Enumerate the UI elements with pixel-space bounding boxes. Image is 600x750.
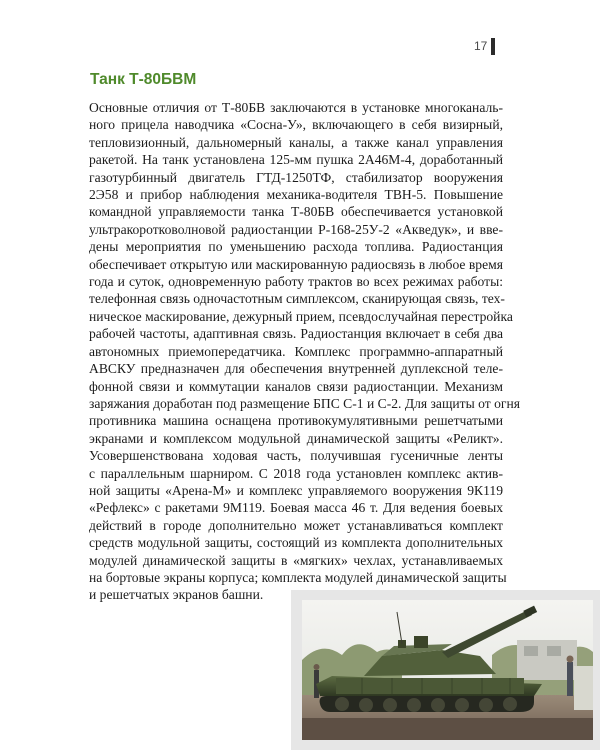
text-line: Основные отличия от Т-80БВ заключаются в установке многоканаль- [89, 100, 503, 115]
text-line: ническое маскирование, дежурный прием, псевдослучайная перестройка [89, 308, 513, 324]
text-line: 2Э58 и прибор наблюдения механика-водителя ТВН-5. Повышение [89, 187, 503, 203]
text-line: телефонная связь одночастотным симплексом, сканирующая связь, тех- [89, 291, 505, 307]
text-line: средств модульной защиты, состоящий из комплекта дополнительных [89, 535, 503, 551]
text-line: года и суток, одновременную работу трактов во всех режимах работы: [89, 274, 503, 290]
text-line: дены мероприятия по уменьшению расхода топлива. Радиостанция [89, 239, 503, 255]
text-line: на бортовые экраны корпуса; комплекта модулей динамической защиты [89, 569, 507, 585]
text-line: действий в городе дополнительно может устанавливаться комплект [89, 517, 503, 533]
tank-photo [302, 600, 593, 740]
photo-frame [291, 590, 600, 750]
text-line: «Рефлекс» с ракетами 9М119. Боевая масса 46 т. Для ведения боевых [89, 500, 503, 516]
text-line: газотурбинный двигатель ГТД-1250ТФ, стабилизатор вооружения [89, 169, 503, 185]
text-line: ной защиты «Арена-М» и комплекс управляемого вооружения 9К119 [89, 482, 503, 498]
text-line: тепловизионный, дальномерный каналы, а также канал управления [89, 134, 503, 150]
text-line: автономных приемопередатчика. Комплекс программно-аппаратный [89, 343, 503, 359]
text-line: рабочей частоты, адаптивная связь. Радиостанция включает в себя два [89, 326, 503, 342]
text-line: ного прицела наводчика «Сосна-У», включающего в себя визирный, [89, 117, 503, 133]
text-line: с параллельным шарниром. С 2018 года установлен комплекс актив- [89, 465, 503, 481]
text-line: ультракоротковолновой радиостанции Р-168-25У-2 «Акведук», и вве- [89, 221, 503, 237]
section-heading: Танк Т-80БВМ [90, 71, 197, 88]
text-line: Усовершенствована ходовая часть, получившая гусеничные ленты [89, 448, 503, 464]
page-number: 17 [474, 39, 488, 53]
text-line: АВСКУ предназначен для обеспечения внутренней дуплексной теле- [89, 361, 503, 377]
text-line: и решетчатых экранов башни. [89, 587, 264, 603]
text-line: фонной связи и коммутации каналов связи радиостанции. Механизм [89, 378, 503, 394]
text-line: заряжания доработан под размещение БПС С-1 и С-2. Для защиты от огня [89, 395, 521, 411]
text-line: экранами и комплексом модульной динамической защиты «Реликт». [89, 430, 503, 446]
text-line: противника машина оснащена противокумулятивными решетчатыми [89, 413, 503, 429]
text-line: обеспечивает открытую или маскированную радиосвязь в любое время [89, 256, 503, 272]
page-number-bar [491, 38, 495, 55]
text-line: ракетой. На танк установлена 125-мм пушка 2А46М-4, доработанный [89, 152, 503, 168]
text-line: модулей динамической защиты в «мягких» чехлах, устанавливаемых [89, 552, 503, 568]
body-paragraph [89, 99, 521, 604]
text-line: командной управляемости танка Т-80БВ обеспечивается установкой [89, 204, 503, 220]
